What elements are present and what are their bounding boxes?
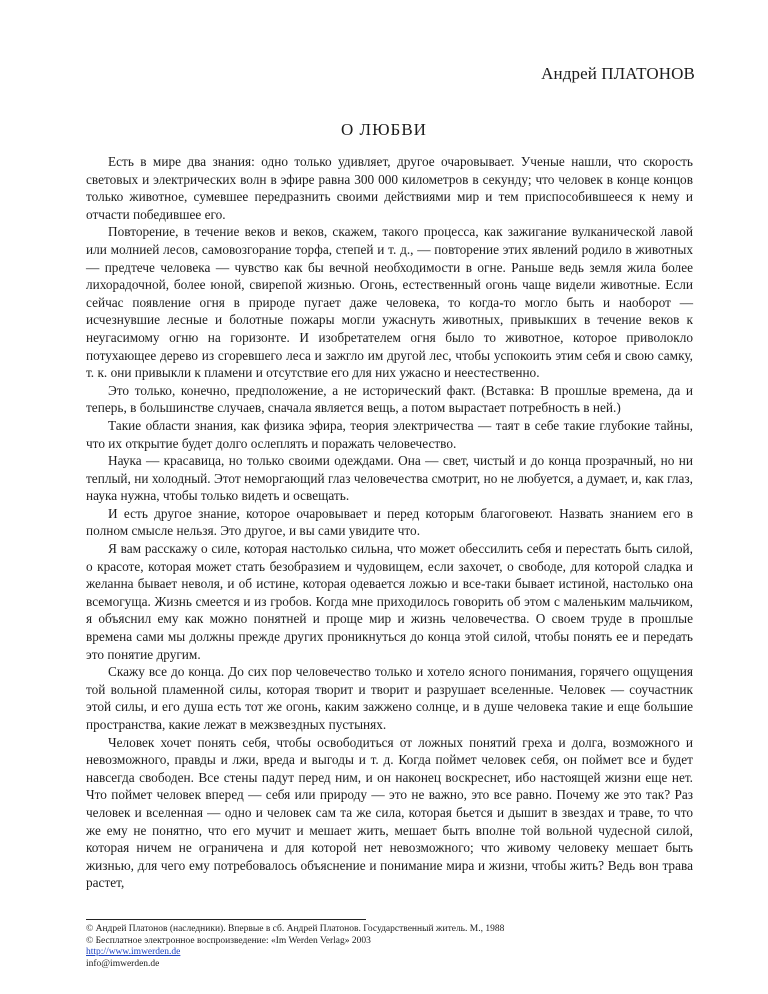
page-title: О ЛЮБВИ [341,120,427,139]
reproduction-note: © Бесплатное электронное воспроизведение: «Im Werden Verlag» 2003 [86,935,371,946]
paragraph: Есть в мире два знания: одно только удивляет, другое очаровывает. Ученые нашли, что скорость световых и электрических волн в эфире равна 300 000 километров в секунду; что человек в конце концов только животное, сумевшее передразнить своими действиями мир и тем приспособившееся к нему и отчасти победившее его. [86,154,693,222]
paragraph: Человек хочет понять себя, чтобы освободиться от ложных понятий греха и долга, возможного и невозможного, правды и лжи, вреда и выгоды и т. д. Когда поймет человек себя, он поймет все и будет навсегда свободен. Все стены падут перед ним, и он наконец воскреснет, ибо настоящей жизни еще нет. Что поймет человек вперед — себя или природу — это не важно, это все равно. Почему же это так? Раз человек и вселенная — одно и человек сам та же сила, которая бьется и дышит в звездах и траве, то что же ему не понятно, что его мучит и мешает жить, мешает быть вполне той вольной чудесной силой, которая ничем не ограничена и для которой нет невозможного; что живому человеку мешает быть жизнью, для чего ему потребовалось объяснение и понимание мира и жизни, чтобы жить? Ведь вон трава растет, [86,734,693,891]
website-link[interactable]: http://www.imwerden.de [86,947,181,958]
paragraph: Я вам расскажу о силе, которая настолько сильна, что может обессилить себя и перестать быть силой, о красоте, которая может стать безобразием и чудовищем, если захочет, о свободе, для которой сладка и желанна бывает неволя, и об истине, которая одевается ложью и все-таки бывает истиной, настолько она всемогуща. Жизнь смеется и из гробов. Когда мне приходилось говорить об этом с маленьким мальчиком, я объяснил ему как можно понятней и проще мир и жизнь человечества. О своем труде в прошлые времена сами мы должны прежде других проникнуться до конца этой силой, чтобы понять ее и передать это понятие другим. [86,541,693,662]
paragraph: Такие области знания, как физика эфира, теория электричества — таят в себе такие глубокие тайны, что их открытие будет долго ослеплять и поражать человечество. [86,417,693,451]
paragraph: Повторение, в течение веков и веков, скажем, такого процесса, как зажигание вулканической лавой или молнией лесов, самовозгорание торфа, степей и т. д., — повторение этих явлений родило в животных — предтече человека — чувство как бы вечной необходимости в огне. Раньше ведь земля жила более лихорадочной, более юной, свирепой жизнью. Огонь, естественный огонь чаще видели животные. Если сейчас появление огня в природе пугает даже человека, то когда-то могло быть и наоборот — исчезнувшие лесные и болотные пожары могли ужаснуть животных, привыкших в течение веков к неугасимому огню на горизонте. И изобретателем огня было то животное, которое приволокло потухающее дерево из сгоревшего леса и зажгло им другой лес, чтобы успокоить этим себя и свою самку, т. к. они привыкли к пламени и отсутствие его для них ужасно и неестественно. [86,224,693,381]
footnote-divider [86,919,366,920]
paragraph: Скажу все до конца. До сих пор человечество только и хотело ясного понимания, горячего ощущения той вольной пламенной силы, которая творит и творит и разрушает вселенные. Человек — соучастник этой силы, и его душа есть тот же огонь, каким зажжено солнце, и в душе человека такие и еще большие пространства, какие лежат в межзвездных пустынях. [86,664,693,732]
contact-email: info@imwerden.de [86,958,160,969]
article-body [86,153,693,892]
paragraph: Это только, конечно, предположение, а не исторический факт. (Вставка: В прошлые времена, да и теперь, в большинстве случаев, сначала является вещь, а потом вырастает потребность в ней.) [86,382,693,416]
footnotes [86,924,693,970]
author-name: Андрей ПЛАТОНОВ [541,64,695,83]
copyright-note: © Андрей Платонов (наследники). Впервые в сб. Андрей Платонов. Государственный житель. М., 1988 [86,924,505,934]
paragraph: Наука — красавица, но только своими одеждами. Она — свет, чистый и до конца прозрачный, но ни теплый, ни холодный. Этот неморгающий глаз человечества смотрит, но не любуется, а думает, и, как глаз, наука нужна, чтобы только видеть и освещать. [86,453,693,504]
paragraph: И есть другое знание, которое очаровывает и перед которым благоговеют. Назвать знанием его в полном смысле нельзя. Это другое, и вы сами увидите что. [86,505,693,539]
